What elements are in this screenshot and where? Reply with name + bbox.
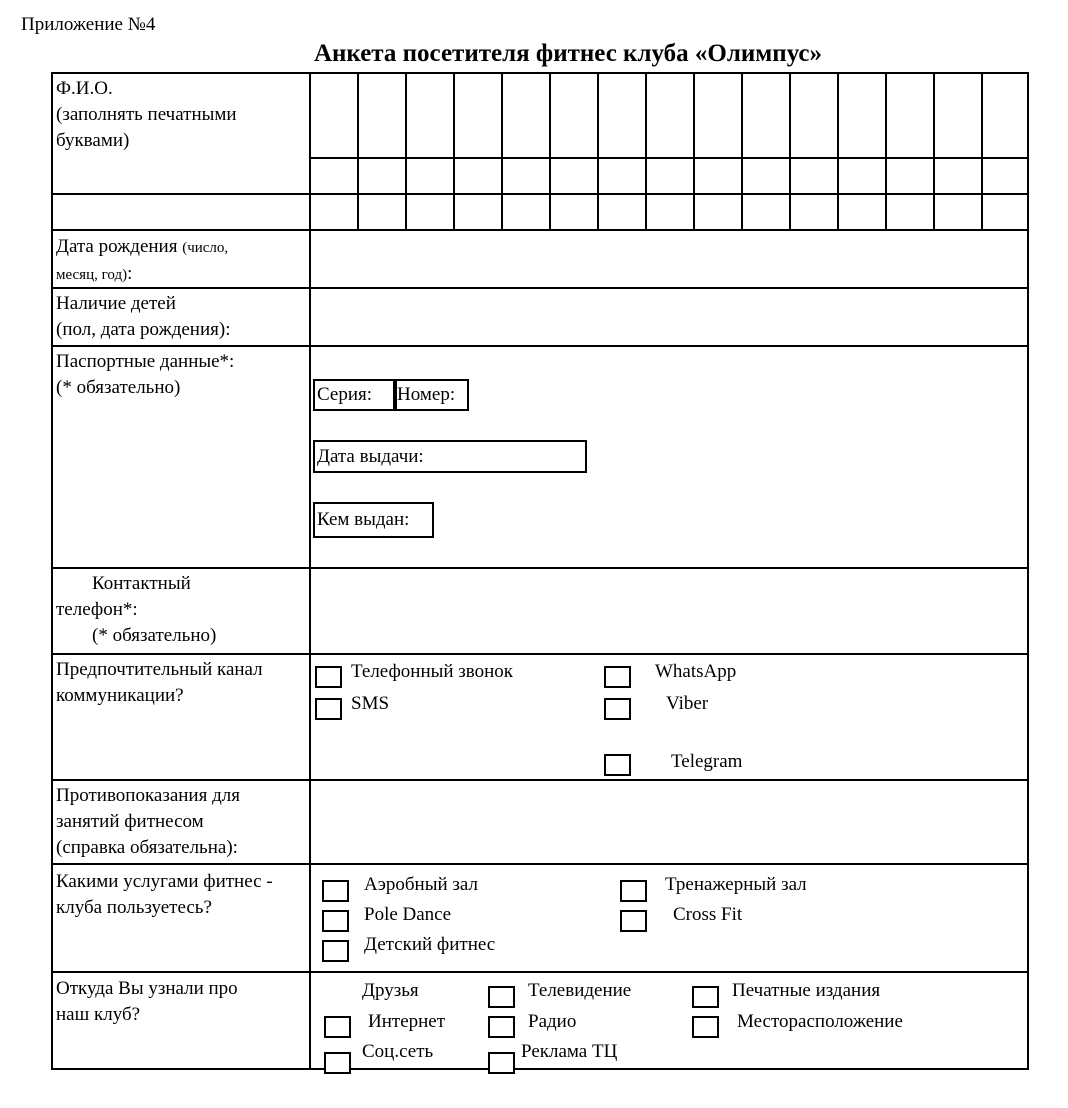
service-crossfit-checkbox[interactable]	[620, 910, 647, 932]
service-option-label: Аэробный зал	[364, 874, 478, 895]
children-label: Наличие детей (пол, дата рождения):	[56, 293, 231, 340]
source-mall-ad-checkbox[interactable]	[488, 1052, 515, 1074]
source-radio-checkbox[interactable]	[488, 1016, 515, 1038]
phone-field[interactable]	[311, 569, 1029, 653]
channel-viber-checkbox[interactable]	[604, 698, 631, 720]
service-kids-fitness-checkbox[interactable]	[322, 940, 349, 962]
source-social-checkbox[interactable]	[324, 1052, 351, 1074]
service-option-label: Тренажерный зал	[665, 874, 807, 895]
passport-issue-date-field[interactable]: Дата выдачи:	[313, 440, 587, 473]
channel-option-label: SMS	[351, 693, 390, 714]
channel-label: Предпочтительный канал коммуникации?	[56, 659, 263, 706]
service-aerobic-checkbox[interactable]	[322, 880, 349, 902]
passport-label: Паспортные данные*: (* обязательно)	[56, 351, 235, 398]
fio-cell-divider	[549, 74, 551, 229]
fio-cell-divider	[933, 74, 935, 229]
channel-telegram-checkbox[interactable]	[604, 754, 631, 776]
source-option-label: Соц.сеть	[362, 1041, 434, 1062]
channel-option-label: Telegram	[671, 751, 743, 772]
form-title: Анкета посетителя фитнес клуба «Олимпус»	[313, 40, 823, 67]
service-option-label: Cross Fit	[673, 904, 743, 925]
channel-sms-checkbox[interactable]	[315, 698, 342, 720]
fio-cell-divider	[741, 74, 743, 229]
fio-cell-divider	[885, 74, 887, 229]
passport-issued-by-field[interactable]: Кем выдан:	[313, 502, 434, 538]
source-option-label: Печатные издания	[732, 980, 881, 1001]
source-tv-checkbox[interactable]	[488, 986, 515, 1008]
contraindications-field[interactable]	[311, 781, 1029, 863]
fio-cell-divider	[405, 74, 407, 229]
channel-option-label: Телефонный звонок	[351, 661, 514, 682]
visitor-form	[51, 72, 1029, 1070]
phone-label: Контактный телефон*: (* обязательно)	[56, 573, 217, 646]
passport-series-field[interactable]: Серия:	[313, 379, 397, 411]
appendix-number: Приложение №4	[21, 14, 156, 35]
source-print-checkbox[interactable]	[692, 986, 719, 1008]
fio-cell-divider	[693, 74, 695, 229]
fio-cell-divider	[357, 74, 359, 229]
fio-cell-divider	[453, 74, 455, 229]
service-gym-checkbox[interactable]	[620, 880, 647, 902]
source-option-label: Интернет	[368, 1011, 446, 1032]
birthdate-field[interactable]	[311, 231, 1029, 287]
fio-cell-divider	[981, 74, 983, 229]
channel-option-label: Viber	[666, 693, 709, 714]
source-label: Откуда Вы узнали про наш клуб?	[56, 978, 238, 1025]
service-option-label: Детский фитнес	[364, 934, 496, 955]
source-location-checkbox[interactable]	[692, 1016, 719, 1038]
fio-cell-divider	[837, 74, 839, 229]
passport-number-field[interactable]: Номер:	[393, 379, 469, 411]
channel-phone-call-checkbox[interactable]	[315, 666, 342, 688]
services-label: Какими услугами фитнес - клуба пользуетесь?	[56, 871, 273, 918]
source-option-label: Друзья	[362, 980, 419, 1001]
fio-cell-divider	[501, 74, 503, 229]
channel-option-label: WhatsApp	[655, 661, 737, 682]
service-option-label: Pole Dance	[364, 904, 452, 925]
channel-whatsapp-checkbox[interactable]	[604, 666, 631, 688]
fio-cell-divider	[597, 74, 599, 229]
fio-cell-divider	[789, 74, 791, 229]
service-pole-dance-checkbox[interactable]	[322, 910, 349, 932]
fio-label: Ф.И.О. (заполнять печатными буквами)	[56, 78, 237, 151]
source-option-label: Телевидение	[528, 980, 632, 1001]
birthdate-label: Дата рождения (число, месяц, год):	[56, 236, 229, 284]
source-option-label: Месторасположение	[737, 1011, 903, 1032]
source-option-label: Реклама ТЦ	[521, 1041, 618, 1062]
source-option-label: Радио	[528, 1011, 577, 1032]
fio-cell-divider	[645, 74, 647, 229]
children-field[interactable]	[311, 289, 1029, 345]
contraindications-label: Противопоказания для занятий фитнесом (справка обязательна):	[56, 785, 240, 858]
source-internet-checkbox[interactable]	[324, 1016, 351, 1038]
